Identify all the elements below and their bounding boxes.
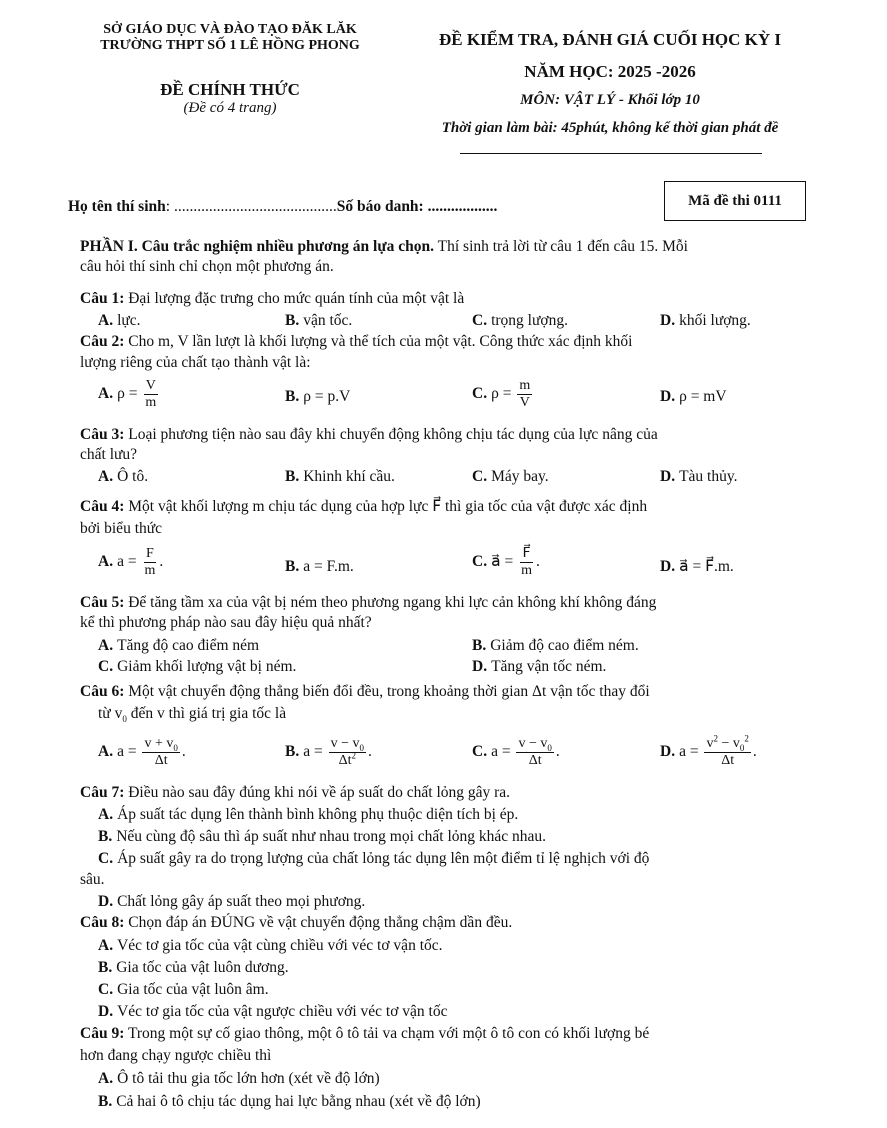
- q2-option-c[interactable]: C. ρ = $\frac{m}{V}$: [472, 378, 531, 410]
- q1-option-d[interactable]: D. khối lượng.: [660, 312, 751, 329]
- q6-option-c[interactable]: C. a = $\frac{v - v_0}{\Delta t}$ .: [472, 736, 560, 768]
- question-1: [80, 290, 464, 308]
- q4-option-d[interactable]: D. a⃗ = F⃗.m.: [660, 558, 734, 575]
- q1-option-a[interactable]: A. lực.: [98, 312, 141, 329]
- question-text: Đại lượng đặc trưng cho mức quán tính của một vật là: [124, 290, 465, 307]
- question-7: Câu 7: Điều nào sau đây đúng khi nói về áp suất do chất lỏng gây ra.: [80, 784, 511, 801]
- q7-option-c[interactable]: C. Áp suất gây ra do trọng lượng của chất lỏng tác dụng lên một điểm tỉ lệ nghịch với độ: [98, 850, 650, 867]
- q6-option-a[interactable]: A. a = $\frac{v + v_0}{\Delta t}$ .: [98, 736, 186, 768]
- q4-option-a[interactable]: A. a = $\frac{F}{m}$ .: [98, 546, 164, 578]
- official-label: ĐỀ CHÍNH THỨC: [160, 80, 300, 99]
- q9-option-a[interactable]: A. Ô tô tải thu gia tốc lớn hơn (xét về độ lớn): [98, 1070, 380, 1087]
- question-8: Câu 8: Chọn đáp án ĐÚNG về vật chuyển động thẳng chậm dần đều.: [80, 914, 513, 931]
- question-9: Câu 9: Trong một sự cố giao thông, một ô tô tải va chạm với một ô tô con có khối lượng bé: [80, 1025, 650, 1042]
- exam-time: Thời gian làm bài: 45phút, không kể thời gian phát đề: [441, 120, 779, 136]
- q8-option-c[interactable]: C. Gia tốc của vật luôn âm.: [98, 981, 269, 998]
- q3-option-b[interactable]: B. Khinh khí cầu.: [285, 468, 395, 485]
- q4-option-b[interactable]: B. a = F.m.: [285, 558, 354, 575]
- q4-option-c[interactable]: C. a⃗ = $\frac{F⃗}{m}$ .: [472, 546, 540, 578]
- q5-option-a[interactable]: A. Tăng độ cao điểm ném: [98, 637, 260, 654]
- name-label: Họ tên thí sinh: [68, 198, 166, 215]
- question-label: Câu 1:: [80, 290, 125, 307]
- exam-code-box: [664, 181, 806, 221]
- question-4: Câu 4: Một vật khối lượng m chịu tác dụng của hợp lực F⃗ thì gia tốc của vật được xác định: [80, 498, 648, 515]
- q8-option-b[interactable]: B. Gia tốc của vật luôn dương.: [98, 959, 289, 976]
- q2-option-b[interactable]: B. ρ = p.V: [285, 388, 351, 405]
- part1-heading: [80, 238, 688, 256]
- q7-option-b[interactable]: B. Nếu cùng độ sâu thì áp suất như nhau trong mọi chất lỏng khác nhau.: [98, 828, 547, 845]
- exam-title: ĐỀ KIỂM TRA, ĐÁNH GIÁ CUỐI HỌC KỲ I: [438, 30, 782, 49]
- question-9-line2: hơn đang chạy ngược chiều thì: [80, 1047, 272, 1064]
- q5-option-b[interactable]: B. Giảm độ cao điểm ném.: [472, 637, 639, 654]
- id-label: Số báo danh:: [336, 198, 428, 215]
- question-6-line2: từ $v_0$ đến v thì giá trị gia tốc là: [98, 705, 287, 725]
- q6-option-d[interactable]: D. a = $\frac{v^2 - v_0^2}{\Delta t}$ .: [660, 733, 757, 768]
- part1-desc-line2: câu hỏi thí sinh chỉ chọn một phương án.: [80, 258, 334, 275]
- question-4-line2: bởi biểu thức: [80, 520, 163, 537]
- q3-option-d[interactable]: D. Tàu thủy.: [660, 468, 738, 485]
- id-field: ..................: [427, 198, 498, 215]
- pages-note: (Đề có 4 trang): [183, 100, 277, 116]
- q8-option-d[interactable]: D. Véc tơ gia tốc của vật ngược chiều với véc tơ vận tốc: [98, 1003, 448, 1020]
- q9-option-b[interactable]: B. Cả hai ô tô chịu tác dụng hai lực bằng nhau (xét về độ lớn): [98, 1093, 481, 1110]
- exam-code: Mã đề thi 0111: [688, 193, 782, 209]
- q1-option-c[interactable]: C. trọng lượng.: [472, 312, 568, 329]
- q1-option-b[interactable]: B. vận tốc.: [285, 312, 353, 329]
- student-info-line: [68, 198, 497, 216]
- q2-option-d[interactable]: D. ρ = mV: [660, 388, 727, 405]
- q7-option-d[interactable]: D. Chất lỏng gây áp suất theo mọi phương.: [98, 893, 366, 910]
- question-2-line2: lượng riêng của chất tạo thành vật là:: [80, 354, 311, 371]
- department-name: SỞ GIÁO DỤC VÀ ĐÀO TẠO ĐĂK LĂK: [103, 22, 357, 37]
- school-name: TRƯỜNG THPT SỐ 1 LÊ HỒNG PHONG: [100, 38, 360, 53]
- q3-option-c[interactable]: C. Máy bay.: [472, 468, 549, 485]
- header-rule: [460, 153, 762, 154]
- subject: MÔN: VẬT LÝ - Khối lớp 10: [520, 92, 700, 108]
- q7-option-c-line2: sâu.: [80, 871, 105, 888]
- school-year: NĂM HỌC: 2025 -2026: [524, 62, 696, 81]
- question-5: Câu 5: Để tăng tầm xa của vật bị ném theo phương ngang khi lực cản không khí không đáng: [80, 594, 657, 611]
- q5-option-c[interactable]: C. Giảm khối lượng vật bị ném.: [98, 658, 297, 675]
- question-3-line2: chất lưu?: [80, 446, 138, 463]
- part1-desc: Thí sinh trả lời từ câu 1 đến câu 15. Mỗi: [434, 238, 688, 255]
- name-field: : ..........................................: [165, 198, 337, 215]
- question-2: Câu 2: Cho m, V lần lượt là khối lượng và thể tích của một vật. Công thức xác định khối: [80, 333, 633, 350]
- q7-option-a[interactable]: A. Áp suất tác dụng lên thành bình không phụ thuộc diện tích bị ép.: [98, 806, 519, 823]
- question-3: Câu 3: Loại phương tiện nào sau đây khi chuyển động không chịu tác dụng của lực nâng của: [80, 426, 658, 443]
- q6-option-b[interactable]: B. a = $\frac{v - v_0}{\Delta t^2}$ .: [285, 736, 372, 768]
- q5-option-d[interactable]: D. Tăng vận tốc ném.: [472, 658, 607, 675]
- q3-option-a[interactable]: A. Ô tô.: [98, 468, 149, 485]
- q8-option-a[interactable]: A. Véc tơ gia tốc của vật cùng chiều với véc tơ vận tốc.: [98, 937, 443, 954]
- question-6: Câu 6: Một vật chuyển động thẳng biến đổi đều, trong khoảng thời gian Δt vận tốc thay đổi: [80, 683, 650, 700]
- q2-option-a[interactable]: A. ρ = $\frac{V}{m}$: [98, 378, 157, 410]
- question-5-line2: kể thì phương pháp nào sau đây hiệu quả nhất?: [80, 614, 372, 631]
- part1-title: PHẦN I. Câu trắc nghiệm nhiều phương án lựa chọn.: [80, 238, 435, 255]
